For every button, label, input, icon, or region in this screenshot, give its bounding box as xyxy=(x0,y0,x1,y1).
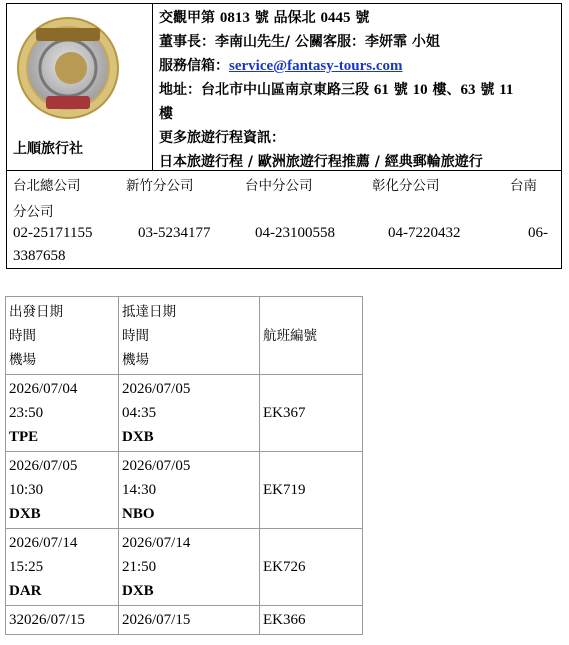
address-text: 地址：台北市中山區南京東路三段 xyxy=(159,82,374,98)
arr-date: 2026/07/15 xyxy=(122,612,191,628)
address-number: 11 xyxy=(499,82,514,98)
tour-links[interactable]: 日本旅遊行程 / 歐洲旅遊行程推薦 / 經典郵輪旅遊行 xyxy=(159,154,483,170)
address-text: 樓 xyxy=(159,106,173,122)
dep-time: 10:30 xyxy=(9,482,44,498)
dep-airport: TPE xyxy=(9,429,39,445)
company-name: 上順旅行社 xyxy=(13,141,83,157)
email-link[interactable]: service@fantasy-tours.com xyxy=(229,58,403,74)
header-line: 機場 xyxy=(9,351,36,368)
email-label: 服務信箱： xyxy=(159,58,229,74)
license-text: 號 品保北 xyxy=(249,10,321,26)
address-number: 61 xyxy=(373,82,389,98)
header-line: 時間 xyxy=(122,327,149,344)
flight-table-header xyxy=(6,297,363,375)
branch-phone: 02-25171155 xyxy=(13,225,93,241)
arr-date: 2026/07/14 xyxy=(122,535,191,551)
branch-label: 台中分公司 xyxy=(245,178,313,194)
license-text: 交觀甲第 xyxy=(159,10,220,26)
dep-time: 23:50 xyxy=(9,405,44,421)
dep-date: 32026/07/15 xyxy=(9,612,85,628)
arr-time: 04:35 xyxy=(122,405,157,421)
address-number: 10 xyxy=(412,82,428,98)
address-text: 號 xyxy=(475,82,500,98)
header-line: 時間 xyxy=(9,327,36,344)
flight-row xyxy=(6,452,363,529)
branch-phone: 06- xyxy=(528,225,548,241)
flight-row xyxy=(6,529,363,606)
dep-airport: DXB xyxy=(9,506,41,522)
depart-cell xyxy=(6,452,119,529)
branch-label-wrap: 分公司 xyxy=(13,204,54,220)
depart-cell xyxy=(6,375,119,452)
header-line: 抵達日期 xyxy=(122,303,176,320)
dep-time: 15:25 xyxy=(9,559,44,575)
arr-date: 2026/07/05 xyxy=(122,458,191,474)
flight-table xyxy=(5,296,363,635)
arr-airport: DXB xyxy=(122,429,154,445)
branch-phone: 03-5234177 xyxy=(138,225,211,241)
arr-airport: DXB xyxy=(122,583,154,599)
arr-date: 2026/07/05 xyxy=(122,381,191,397)
flight-number: EK366 xyxy=(260,606,363,635)
address-text: 號 xyxy=(388,82,413,98)
depart-header xyxy=(6,297,119,375)
flight-row xyxy=(6,606,363,635)
dep-airport: DAR xyxy=(9,583,42,599)
branch-phone: 04-23100558 xyxy=(255,225,335,241)
depart-cell xyxy=(6,529,119,606)
header-line: 出發日期 xyxy=(9,303,63,320)
dep-date: 2026/07/04 xyxy=(9,381,78,397)
arrive-cell xyxy=(119,375,260,452)
branch-label: 彰化分公司 xyxy=(372,178,440,194)
license-number: 0813 xyxy=(219,10,250,26)
logo-cell xyxy=(7,4,153,170)
license-line xyxy=(159,6,559,30)
flight-header: 航班編號 xyxy=(260,297,363,375)
flight-number: EK726 xyxy=(260,529,363,606)
email-line xyxy=(159,54,559,78)
flight-row xyxy=(6,375,363,452)
arr-time: 14:30 xyxy=(122,482,157,498)
license-text: 號 xyxy=(350,10,370,26)
flight-number: EK719 xyxy=(260,452,363,529)
address-text: 樓、 xyxy=(427,82,461,98)
agency-info xyxy=(159,6,559,174)
more-info-label: 更多旅遊行程資訊： xyxy=(159,130,285,146)
arrive-cell xyxy=(119,452,260,529)
branch-phone: 04-7220432 xyxy=(388,225,461,241)
dep-date: 2026/07/14 xyxy=(9,535,78,551)
arrive-cell xyxy=(119,606,260,635)
arr-time: 21:50 xyxy=(122,559,157,575)
arr-airport: NBO xyxy=(122,506,155,522)
agency-header xyxy=(6,3,562,171)
address-line xyxy=(159,78,559,126)
branch-label: 台南 xyxy=(510,178,537,194)
dep-date: 2026/07/05 xyxy=(9,458,78,474)
branch-offices xyxy=(6,171,562,269)
flight-number: EK367 xyxy=(260,375,363,452)
golden-award-logo xyxy=(16,16,120,120)
branch-phone-wrap: 3387658 xyxy=(13,248,66,264)
arrive-cell xyxy=(119,529,260,606)
chairman-line: 董事長：李南山先生/ 公關客服：李妍霏 小姐 xyxy=(159,34,440,50)
branch-label: 台北總公司 xyxy=(13,178,81,194)
header-line: 機場 xyxy=(122,351,149,368)
arrive-header xyxy=(119,297,260,375)
license-number: 0445 xyxy=(320,10,351,26)
address-number: 63 xyxy=(460,82,476,98)
depart-cell xyxy=(6,606,119,635)
branch-label: 新竹分公司 xyxy=(126,178,194,194)
